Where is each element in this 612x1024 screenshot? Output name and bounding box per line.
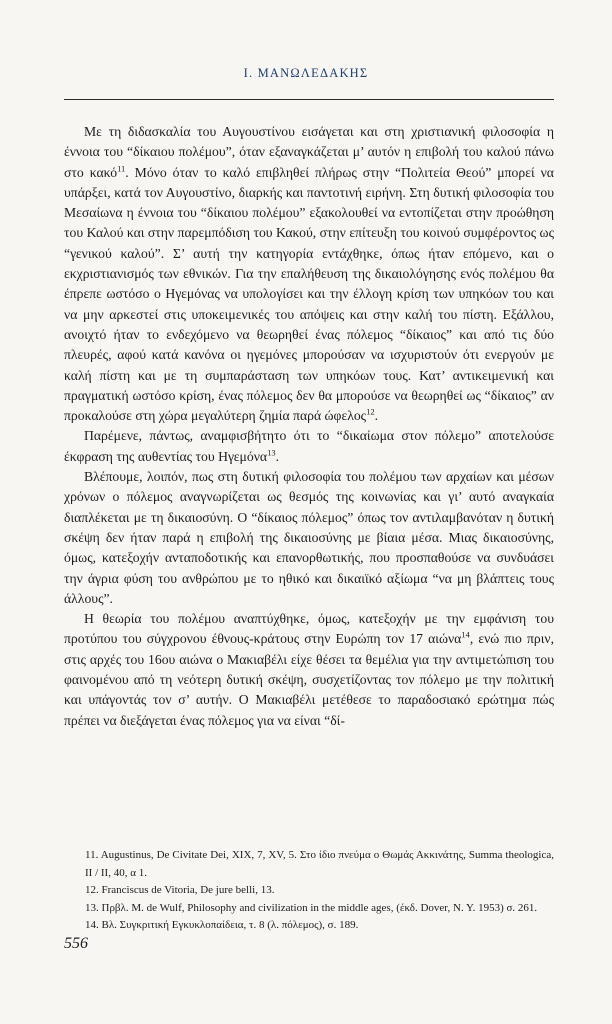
footnote-text: Βλ. Συγκριτική Εγκυκλοπαίδεια, τ. 8 (λ. πόλεμος), σ. 189.: [101, 919, 359, 932]
paragraph: [64, 122, 554, 426]
footnotes: [64, 847, 554, 935]
body-text: [64, 122, 554, 731]
page-number: 556: [64, 935, 88, 952]
footnote: [64, 882, 554, 900]
paragraph-text: Η θεωρία του πολέμου αναπτύχθηκε, όμως, κατεξοχήν με την εμφάνιση του προτύπου του σύγχρονου έθνους-κράτους στην Ευρώπη τον 17 αιώνα: [64, 611, 554, 647]
footnote-reference[interactable]: 11: [117, 163, 126, 174]
paragraph-text: .: [275, 448, 279, 464]
paragraph-text: Παρέμενε, πάντως, αναμφισβήτητο ότι το “δικαίωμα στον πόλεμο” αποτελούσε έκφραση της αυθεντίας του Ηγεμόνα: [64, 428, 554, 464]
footnote-reference[interactable]: 14: [461, 629, 470, 640]
paragraph-text: . Μόνο όταν το καλό επιβληθεί πλήρως στην “Πολιτεία Θεού” μπορεί να υπάρξει, κατά τον Αυγουστίνο, διαρκής και παντοτινή ειρήνη. Στη δυτική φιλοσοφία του Μεσαίωνα η έννοια του “δίκαιου πολέμου” εξακολουθεί να εντοπίζεται στην προώθηση του Καλού και στην παρεμπόδιση του Κακού, στην επίτευξη του κοινού συμφέροντος ως “γενικού καλού”. Σ’ αυτή την κατηγορία εντάχθηκε, όπως ήταν επόμενο, και ο εκχριστιανισμός των εθνικών. Για την επαλήθευση της δικαιολόγησης ενός πολέμου θα έπρεπε ωστόσο ο Ηγεμόνας να υπολογίσει και την έλλογη κρίση των υπηκόων του και να μην αρκεστεί στις υποκειμενικές του απόψεις και στην καλή του πίστη. Εξάλλου, ανοιχτό ήταν το ενδεχόμενο να θεωρηθεί ένας πόλεμος “δίκαιος” και από τις δύο πλευρές, αφού κατά κανόνα οι ηγεμόνες μπορούσαν να ισχυριστούν ότι ενεργούν με καλή πίστη και με τη συμπαράσταση των υπηκόων τους. Κατ’ αντικειμενική και πραγματική ωστόσο κρίση, ένας πόλεμος δεν θα μπορούσε να θεωρηθεί ως “δίκαιος” αν προκαλούσε στη χώρα μεγαλύτερη ζημία παρά ώφελος: [64, 164, 554, 424]
footnote: [64, 847, 554, 882]
footnote-reference[interactable]: 12: [366, 406, 375, 417]
paragraph: [64, 426, 554, 467]
footnote: [64, 900, 554, 918]
footnote-number: 11.: [85, 849, 99, 861]
running-head: Ι. ΜΑΝΩΛΕΔΑΚΗΣ: [243, 66, 369, 80]
footnote-text: Πρβλ. M. de Wulf, Philosophy and civilization in the middle ages, (έκδ. Dover, N. Y. 1953) σ. 261.: [101, 901, 538, 914]
paragraph: [64, 609, 554, 731]
paragraph-text: Βλέπουμε, λοιπόν, πως στη δυτική φιλοσοφία του πολέμου των αρχαίων και μέσων χρόνων ο πόλεμος αναγνωρίζεται ως θεσμός της κοινωνίας και γι’ αυτό αναγκαία διαπλέκεται με τη δικαιοσύνη. Ο “δίκαιος πόλεμος” όπως τον αντιλαμβανόταν η δυτική σκέψη δεν ήταν παρά η επιβολή της δικαιοσύνης με βίαια μέσα. Μιας δικαιοσύνης, όμως, κατεξοχήν ανταποδοτικής και επανορθωτικής, που προσπαθούσε να συνδυάσει την άγρια φύση του ανθρώπου με το ηθικό και δικαιϊκό αξίωμα “να μη βλάπτεις τους άλλους”.: [64, 469, 554, 606]
paragraph: [64, 467, 554, 609]
paragraph-text: .: [374, 408, 379, 424]
paragraph-text: , ενώ πιο πριν, στις αρχές του 16ου αιώνα ο Μακιαβέλι είχε θέσει τα θεμέλια για την αντιμετώπιση του φαινομένου από τη νεότερη δυτική σκέψη, συσχετίζοντας τον πόλεμο με την πολιτική και υπάγοντάς τον σ’ αυτήν. Ο Μακιαβέλι μετέθεσε το παραδοσιακό ερώτημα πώς πρέπει να διεξάγεται ένας πόλεμος για να είναι “δί-: [64, 631, 554, 728]
footnote-number: 13.: [85, 901, 99, 914]
footnote-text: Augustinus, De Civitate Dei, XIX, 7, XV, 5. Στο ίδιο πνεύμα ο Θωμάς Ακκινάτης, Summa theologica, II / II, 40, α 1.: [85, 849, 554, 879]
paragraph-text: Με τη διδασκαλία του Αυγουστίνου εισάγεται και στη χριστιανική φιλοσοφία η έννοια του “δίκαιου πολέμου”, όταν εξαναγκάζεται μ’ αυτόν η επιβολή του καλού πάνω στο κακό: [64, 124, 554, 180]
footnote-number: 14.: [85, 919, 99, 932]
footnote-number: 12.: [85, 884, 99, 897]
header-rule: [64, 99, 554, 100]
footnote-reference[interactable]: 13: [267, 447, 276, 458]
footnote-text: Franciscus de Vitoria, De jure belli, 13.: [101, 884, 275, 897]
footnote: [64, 917, 554, 935]
